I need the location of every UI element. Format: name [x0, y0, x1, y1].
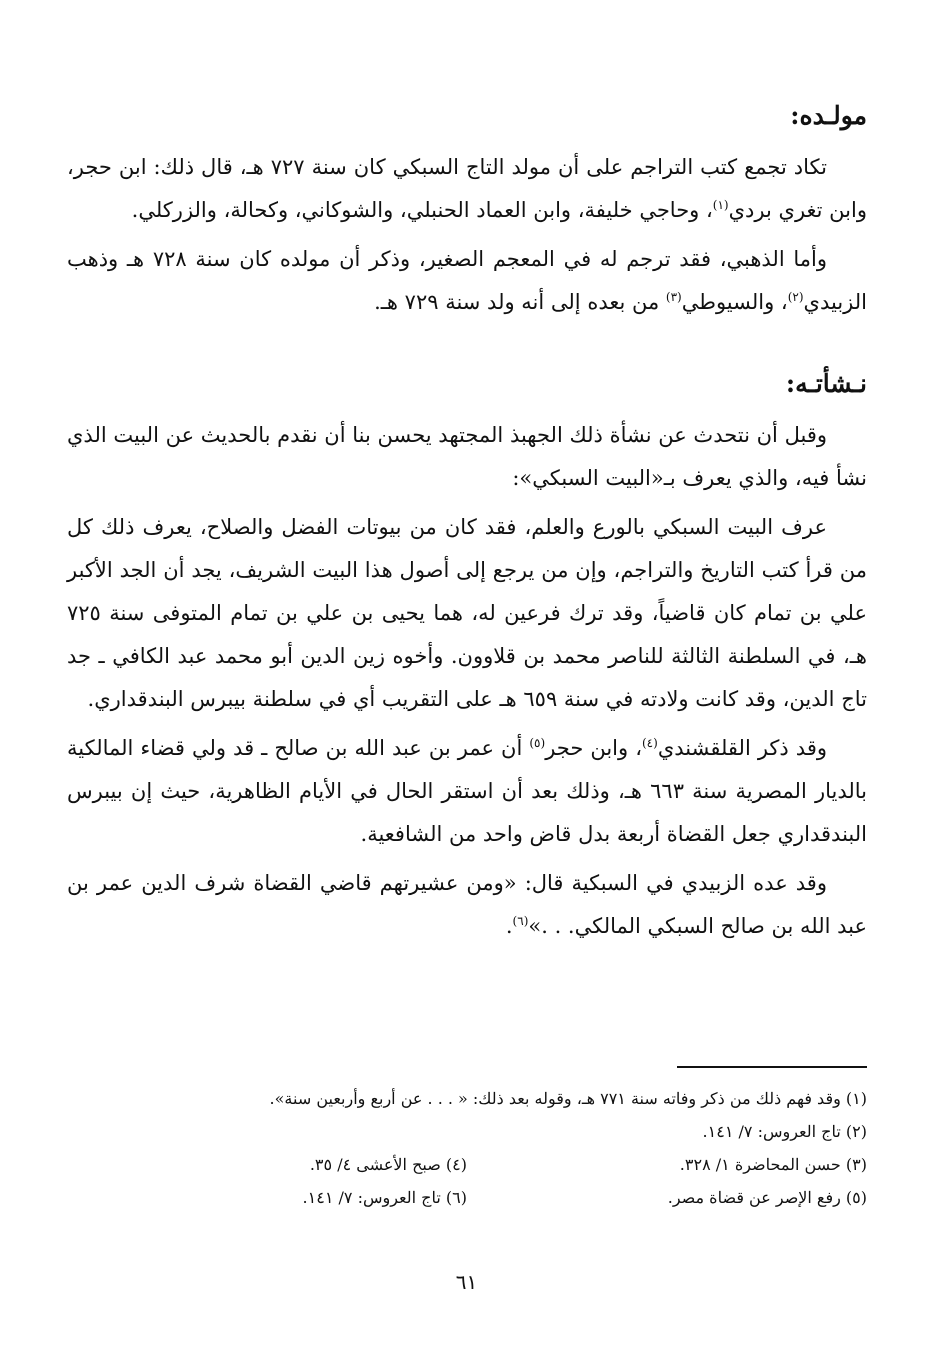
paragraph-upbringing-4	[67, 862, 867, 948]
text-segment: أن عمر بن عبد الله بن صالح ـ قد ولي قضاء المالكية بالديار المصرية سنة ٦٦٣ هـ، وذلك بعد أن استقر الحال في الأيام الظاهرية، حيث إن بيبرس البندقداري جعل القضاة أربعة بدل قاض واحد من الشافعية.	[67, 736, 868, 846]
footnote-4: (٤) صبح الأعشى ٤/ ٣٥.	[309, 1155, 467, 1174]
footnote-ref: (٦)	[512, 914, 529, 928]
text-segment: وقد عده الزبيدي في السبكية قال: «ومن عشيرتهم قاضي القضاة شرف الدين عمر بن عبد الله بن صالح السبكي المالكي. . .»	[67, 871, 867, 938]
paragraph-upbringing-3	[67, 727, 867, 856]
footnote-ref: (٣)	[665, 290, 682, 304]
footnote-ref: (٢)	[787, 290, 804, 304]
paragraph-upbringing-2	[67, 506, 867, 721]
footnotes	[67, 1082, 867, 1214]
text-segment: عرف البيت السبكي بالورع والعلم، فقد كان من بيوتات الفضل والصلاح، يعرف ذلك كل من قرأ كتب التاريخ والتراجم، وإن من يرجع إلى أصول هذا البيت الشريف، يجد أن الجد الأكبر علي بن تمام كان قاضياً، وقد ترك فرعين له، هما يحيى بن علي بن تمام المتوفى سنة ٧٢٥ هـ، في السلطنة الثالثة للناصر محمد بن قلاوون. وأخوه زين الدين أبو محمد عبد الكافي ـ جد تاج الدين، وقد كانت ولادته في سنة ٦٥٩ هـ على التقريب أي في سلطنة بيبرس البندقداري.	[67, 515, 867, 711]
text-segment: وقبل أن نتحدث عن نشأة ذلك الجهبذ المجتهد يحسن بنا أن نقدم بالحديث عن البيت الذي نشأ فيه، والذي يعرف بـ«البيت السبكي»:	[67, 423, 867, 490]
footnote-ref: (٥)	[529, 736, 546, 750]
text-segment: من بعده إلى أنه ولد سنة ٧٢٩ هـ.	[374, 290, 666, 314]
footnote-5: (٥) رفع الإصر عن قضاة مصر.	[667, 1188, 867, 1207]
text-segment: وأما الذهبي، فقد ترجم له في المعجم الصغير، وذكر أن مولده كان سنة ٧٢٨ هـ وذهب الزبيدي	[67, 247, 867, 314]
footnote-3: (٣) حسن المحاضرة ١/ ٣٢٨.	[679, 1155, 867, 1174]
text-segment: ، والسيوطي	[681, 290, 788, 314]
text-segment: ، وحاجي خليفة، وابن العماد الحنبلي، والشوكاني، وكحالة، والزركلي.	[131, 198, 713, 222]
page-number: ٦١	[455, 1270, 478, 1294]
footnote-ref: (١)	[712, 198, 729, 212]
text-segment: وقد ذكر القلقشندي	[657, 736, 827, 760]
paragraph-birth-2	[67, 238, 867, 324]
main-text	[67, 96, 867, 954]
heading-upbringing: نـشأتـه:	[785, 369, 867, 398]
footnote-6: (٦) تاج العروس: ٧/ ١٤١.	[302, 1188, 467, 1207]
text-segment: .	[505, 914, 513, 938]
paragraph-birth-1	[67, 146, 867, 232]
footnote-1: (١) وقد فهم ذلك من ذكر وفاته سنة ٧٧١ هـ، وقوله بعد ذلك: « . . . عن أربع وأربعين سنة».	[269, 1089, 867, 1108]
footnote-divider	[677, 1066, 867, 1068]
footnote-2: (٢) تاج العروس: ٧/ ١٤١.	[702, 1122, 867, 1141]
text-segment: ، وابن حجر	[545, 736, 642, 760]
footnote-row	[67, 1181, 867, 1214]
footnote-ref: (٤)	[641, 736, 658, 750]
paragraph-upbringing-1	[67, 414, 867, 500]
footnote-row	[67, 1148, 867, 1181]
heading-birth: مولـده:	[790, 101, 867, 130]
text-segment: تكاد تجمع كتب التراجم على أن مولد التاج السبكي كان سنة ٧٢٧ هـ، قال ذلك: ابن حجر، وابن تغري بردي	[67, 155, 867, 222]
